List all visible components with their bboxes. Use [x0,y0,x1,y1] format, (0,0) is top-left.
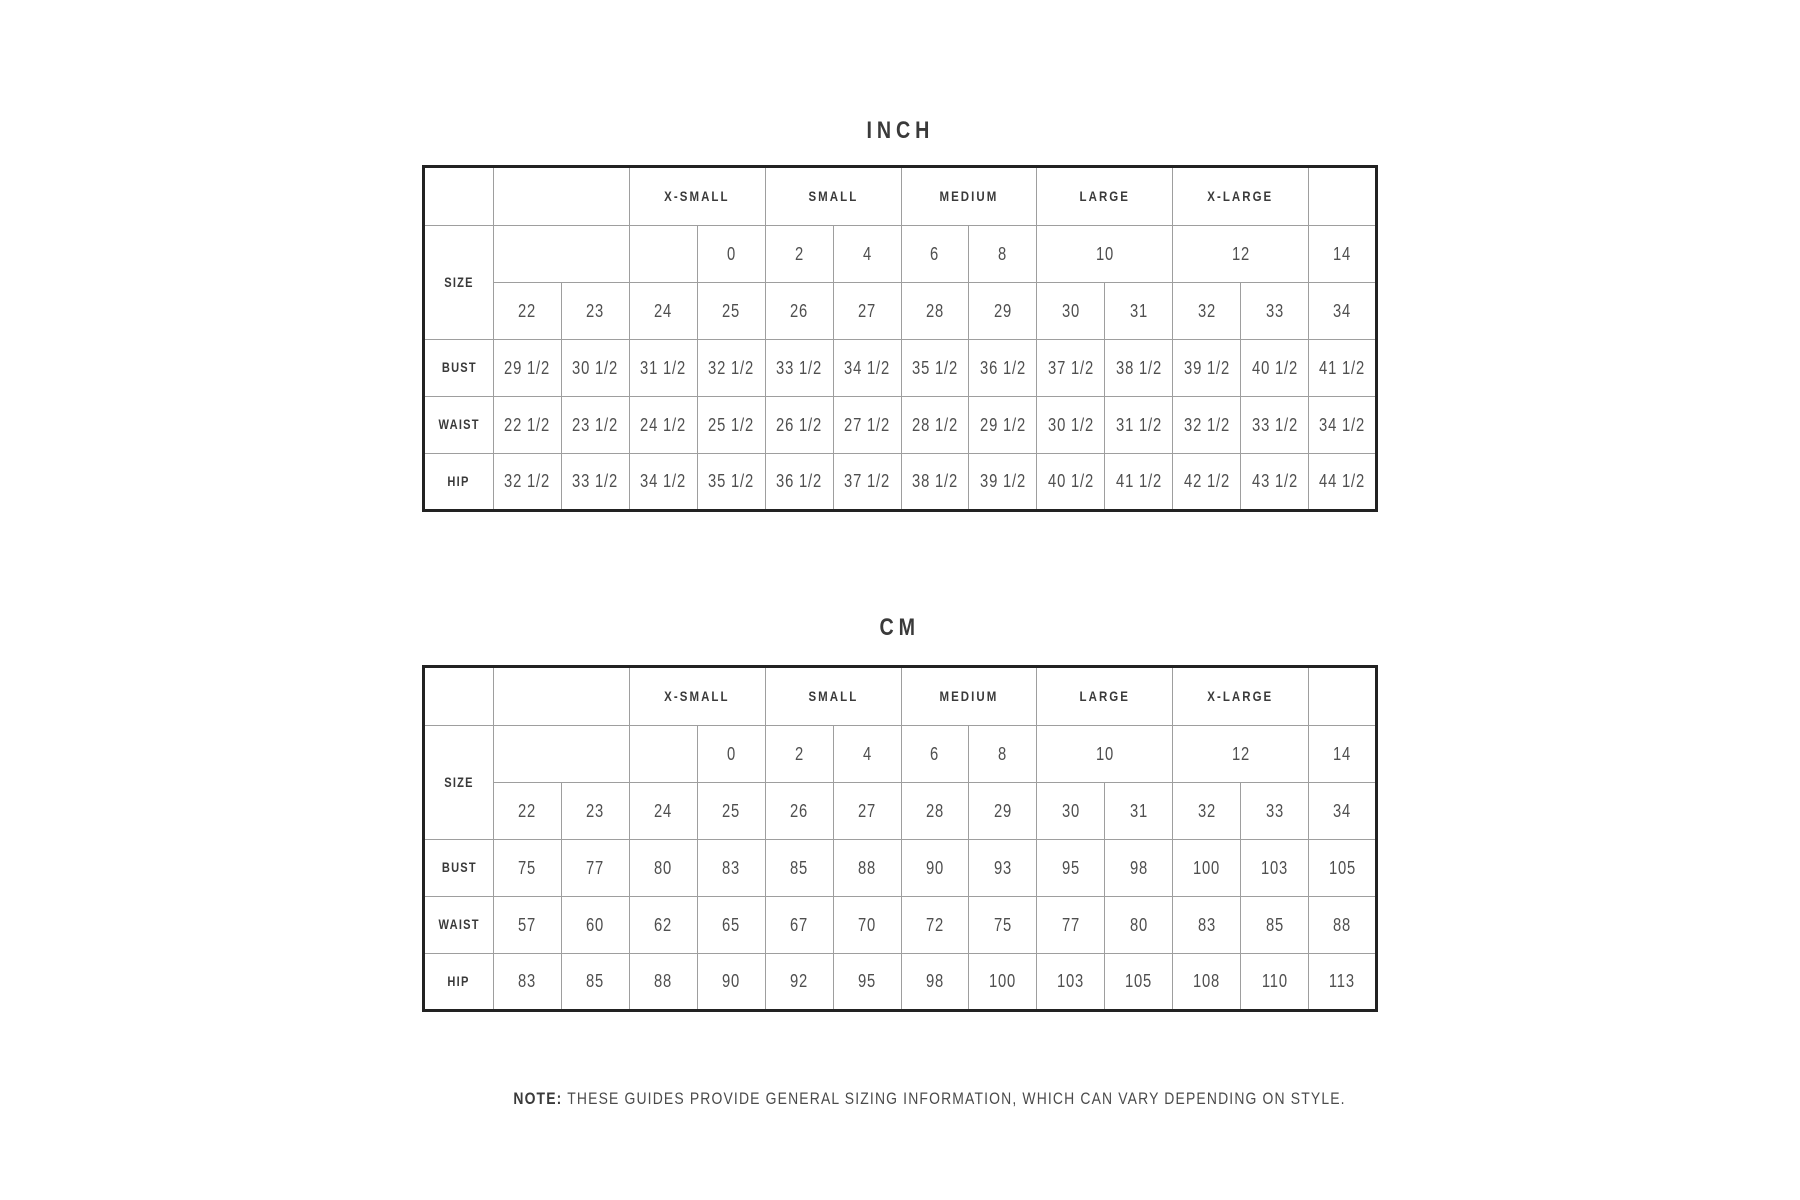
measurement-row-label [424,954,494,1011]
size-row-label [424,726,494,840]
numeric-size-empty [629,726,697,783]
size-cell [969,283,1037,340]
measurement-cell [1241,454,1309,511]
measurement-cell-text: 88 [858,857,877,878]
measurement-cell [629,897,697,954]
size-cell-text: 25 [722,800,741,821]
size-cell [1105,783,1173,840]
size-group-header [1173,167,1309,226]
measurement-cell-text: 77 [1061,914,1080,935]
size-cell [833,283,901,340]
measurement-cell-text: 37 1/2 [844,471,891,491]
numeric-size-cell-text: 12 [1231,243,1250,264]
size-cell [765,283,833,340]
measurement-cell [765,954,833,1011]
measurement-cell-text: 44 1/2 [1319,471,1366,491]
measurement-cell [833,897,901,954]
numeric-size-cell [1173,226,1309,283]
numeric-size-cell [697,226,765,283]
numeric-size-cell [765,226,833,283]
measurement-cell [561,454,629,511]
measurement-cell-text: 93 [993,857,1012,878]
measurement-cell [697,954,765,1011]
numeric-size-cell-text: 8 [998,743,1008,764]
measurement-row-label [424,397,494,454]
measurement-cell-text: 85 [790,857,809,878]
measurement-cell [1105,840,1173,897]
measurement-cell-text: 40 1/2 [1047,471,1094,491]
size-group-header-text: X-LARGE [1207,187,1274,204]
measurement-cell-text: 85 [1265,914,1284,935]
measurement-cell-text: 90 [925,857,945,878]
size-cell-text: 34 [1332,300,1352,321]
measurement-cell-text: 110 [1261,971,1288,991]
measurement-cell-text: 98 [925,971,945,991]
numeric-size-cell-text: 6 [930,743,940,764]
size-cell-text: 34 [1332,800,1352,821]
measurement-cell [697,840,765,897]
measurement-cell [1037,840,1105,897]
measurement-cell-text: 100 [989,971,1017,991]
numeric-size-cell-text: 4 [862,243,872,264]
measurement-cell [969,397,1037,454]
measurement-cell-text: 32 1/2 [1183,414,1230,435]
measurement-cell-text: 23 1/2 [572,414,619,435]
size-cell-text: 31 [1129,800,1148,821]
measurement-cell-text: 83 [1197,914,1216,935]
measurement-cell-text: 26 1/2 [776,414,823,435]
numeric-size-cell [901,726,969,783]
size-cell-text: 28 [925,800,945,821]
measurement-cell [1037,454,1105,511]
measurement-cell-text: 22 1/2 [504,414,551,435]
size-cell [1241,283,1309,340]
numeric-size-empty [629,226,697,283]
measurement-cell-text: 31 1/2 [640,357,687,378]
measurement-cell-text: 41 1/2 [1115,471,1162,491]
numeric-size-cell [969,226,1037,283]
numeric-size-cell [697,726,765,783]
size-row-label [424,226,494,340]
size-cell [1173,283,1241,340]
measurement-cell-text: 35 1/2 [912,357,958,378]
measurement-cell-text: 38 1/2 [1115,357,1162,378]
sizing-note-text [513,1088,1345,1110]
measurement-cell-text: 62 [654,914,673,935]
size-group-header [1037,167,1173,226]
size-group-header [1173,667,1309,726]
measurement-cell-text: 34 1/2 [640,471,687,491]
measurement-cell [629,340,697,397]
measurement-cell [833,954,901,1011]
measurement-cell [629,954,697,1011]
size-cell [697,783,765,840]
measurement-cell [494,340,562,397]
measurement-cell-text: 31 1/2 [1115,414,1162,435]
measurement-row-label-text: WAIST [438,917,480,932]
size-group-header [901,167,1037,226]
size-cell [561,783,629,840]
measurement-cell-text: 33 1/2 [1251,414,1298,435]
size-cell-text: 26 [790,800,809,821]
measurement-cell [765,897,833,954]
numeric-size-cell [833,726,901,783]
size-group-header-text: SMALL [808,187,859,204]
numeric-size-cell [765,726,833,783]
measurement-cell [1173,397,1241,454]
cm-table-title [422,613,1378,643]
size-cell [629,783,697,840]
measurement-row-label-text: HIP [447,973,471,989]
size-group-header [765,167,901,226]
measurement-cell [901,840,969,897]
size-cell [833,783,901,840]
measurement-cell-text: 92 [790,971,809,991]
size-group-header-text: X-SMALL [664,687,730,704]
measurement-cell-text: 24 1/2 [640,414,687,435]
measurement-cell-text: 34 1/2 [1319,414,1366,435]
size-cell-text: 23 [586,300,605,321]
numeric-size-cell-text: 0 [726,243,736,264]
size-group-header-text: SMALL [808,687,859,704]
numeric-size-empty [494,726,630,783]
inch-table-title [422,116,1378,146]
size-cell-text: 27 [858,300,877,321]
measurement-cell-text: 113 [1329,971,1356,991]
measurement-cell [494,954,562,1011]
measurement-cell-text: 38 1/2 [912,471,958,491]
measurement-cell [561,840,629,897]
measurement-cell [969,840,1037,897]
measurement-row-label-text: WAIST [438,417,480,432]
measurement-cell-text: 42 1/2 [1183,471,1230,491]
measurement-cell [1173,840,1241,897]
size-cell-text: 29 [993,300,1012,321]
measurement-cell [1105,340,1173,397]
numeric-size-cell [833,226,901,283]
numeric-size-cell-text: 4 [862,743,872,764]
measurement-cell [1309,954,1377,1011]
measurement-row-label [424,897,494,954]
measurement-cell [1309,840,1377,897]
measurement-cell [765,840,833,897]
size-group-header-text: LARGE [1079,687,1131,704]
measurement-cell [561,954,629,1011]
corner-cell [424,167,494,226]
measurement-cell [629,454,697,511]
size-cell [494,283,562,340]
numeric-size-cell-text: 6 [930,243,940,264]
measurement-cell [1105,897,1173,954]
measurement-cell-text: 29 1/2 [979,414,1026,435]
size-cell-text: 30 [1061,800,1080,821]
measurement-cell-text: 39 1/2 [979,471,1026,491]
size-group-header-text: LARGE [1079,187,1131,204]
size-cell [1173,783,1241,840]
numeric-size-cell-text: 2 [794,243,804,264]
inch-size-table [422,165,1378,512]
measurement-cell [1241,340,1309,397]
size-cell-text: 24 [654,800,673,821]
size-cell-text: 32 [1197,300,1216,321]
size-group-empty [494,667,630,726]
measurement-cell [1309,897,1377,954]
size-group-header-text: MEDIUM [939,187,999,204]
size-cell-text: 33 [1265,800,1284,821]
measurement-cell [765,340,833,397]
measurement-cell [1037,954,1105,1011]
measurement-cell-text: 85 [586,971,605,991]
measurement-cell [1037,340,1105,397]
measurement-cell-text: 72 [925,914,945,935]
numeric-size-cell [901,226,969,283]
size-cell [765,783,833,840]
size-cell-text: 23 [586,800,605,821]
size-group-header [629,667,765,726]
measurement-cell [901,954,969,1011]
measurement-cell-text: 30 1/2 [572,357,619,378]
size-row-label-text: SIZE [444,274,474,290]
measurement-cell-text: 77 [586,857,605,878]
corner-cell [424,667,494,726]
numeric-size-cell [1037,726,1173,783]
size-cell [1241,783,1309,840]
measurement-cell-text: 43 1/2 [1251,471,1298,491]
size-cell [494,783,562,840]
size-cell-text: 25 [722,300,741,321]
measurement-cell-text: 39 1/2 [1183,357,1230,378]
measurement-cell [1105,397,1173,454]
measurement-cell [1173,454,1241,511]
size-cell-text: 22 [518,300,537,321]
measurement-cell-text: 25 1/2 [708,414,755,435]
size-cell [901,283,969,340]
size-cell-text: 30 [1061,300,1080,321]
measurement-row-label [424,840,494,897]
measurement-cell-text: 30 1/2 [1047,414,1094,435]
measurement-cell [1173,954,1241,1011]
size-group-header [901,667,1037,726]
measurement-cell [833,397,901,454]
measurement-cell-text: 35 1/2 [708,471,755,491]
numeric-size-cell-text: 12 [1231,743,1250,764]
measurement-cell-text: 105 [1125,971,1153,991]
size-group-header [629,167,765,226]
numeric-size-cell [1173,726,1309,783]
size-group-header-text: MEDIUM [939,687,999,704]
cm-table-title-text: CM [879,614,921,641]
measurement-cell-text: 83 [722,857,741,878]
measurement-cell-text: 75 [993,914,1012,935]
measurement-cell [1037,897,1105,954]
size-group-empty [1309,167,1377,226]
measurement-cell [1241,397,1309,454]
size-group-header-text: X-SMALL [664,187,730,204]
measurement-cell-text: 34 1/2 [844,357,891,378]
measurement-cell [969,340,1037,397]
measurement-cell [629,397,697,454]
measurement-cell [561,340,629,397]
measurement-cell-text: 95 [1061,857,1080,878]
measurement-cell-text: 57 [518,914,537,935]
measurement-cell-text: 33 1/2 [572,471,619,491]
measurement-row-label-text: BUST [441,360,477,375]
measurement-cell-text: 40 1/2 [1251,357,1298,378]
measurement-cell-text: 90 [722,971,741,991]
measurement-cell [901,397,969,454]
measurement-cell [1309,340,1377,397]
size-cell-text: 27 [858,800,877,821]
measurement-row-label [424,340,494,397]
numeric-size-cell-text: 10 [1095,743,1114,764]
measurement-cell [1037,397,1105,454]
size-group-header [1037,667,1173,726]
measurement-cell [901,897,969,954]
measurement-cell-text: 67 [790,914,809,935]
measurement-cell [561,897,629,954]
numeric-size-cell [969,726,1037,783]
measurement-row-label-text: HIP [447,473,471,489]
measurement-cell-text: 36 1/2 [776,471,823,491]
size-cell-text: 32 [1197,800,1216,821]
measurement-row-label-text: BUST [441,860,477,875]
sizing-note [422,1088,1378,1110]
measurement-cell [969,897,1037,954]
cm-size-table [422,665,1378,1012]
measurement-cell [901,340,969,397]
measurement-cell-text: 95 [858,971,877,991]
measurement-cell-text: 80 [1129,914,1148,935]
measurement-cell-text: 98 [1129,857,1148,878]
numeric-size-cell [1037,226,1173,283]
measurement-cell-text: 36 1/2 [979,357,1026,378]
measurement-cell [494,454,562,511]
inch-table-title-text: INCH [866,117,934,144]
measurement-cell [1309,397,1377,454]
numeric-size-cell [1309,226,1377,283]
size-group-empty [1309,667,1377,726]
measurement-cell [629,840,697,897]
measurement-cell-text: 88 [1332,914,1352,935]
measurement-cell-text: 103 [1057,971,1085,991]
measurement-cell-text: 80 [654,857,673,878]
numeric-size-cell-text: 0 [726,743,736,764]
size-guide-page [422,0,1378,1110]
measurement-cell [1173,340,1241,397]
measurement-cell [833,840,901,897]
size-cell-text: 29 [993,800,1012,821]
size-cell-text: 22 [518,800,537,821]
sizing-note-body: THESE GUIDES PROVIDE GENERAL SIZING INFORMATION, WHICH CAN VARY DEPENDING ON STYLE. [567,1089,1346,1108]
measurement-cell [494,840,562,897]
size-cell-text: 31 [1129,300,1148,321]
measurement-row-label [424,454,494,511]
size-cell [1037,783,1105,840]
size-cell [629,283,697,340]
measurement-cell [561,397,629,454]
numeric-size-cell-text: 10 [1095,243,1114,264]
measurement-cell-text: 32 1/2 [504,471,551,491]
numeric-size-cell-text: 8 [998,243,1008,264]
size-cell-text: 24 [654,300,673,321]
numeric-size-cell-text: 14 [1332,743,1352,764]
size-cell [1309,283,1377,340]
measurement-cell-text: 65 [722,914,741,935]
measurement-cell-text: 37 1/2 [1047,357,1094,378]
sizing-note-label: NOTE: [513,1089,563,1108]
size-cell [561,283,629,340]
size-cell-text: 26 [790,300,809,321]
measurement-cell-text: 32 1/2 [708,357,755,378]
measurement-cell [697,897,765,954]
measurement-cell [1105,954,1173,1011]
measurement-cell [494,397,562,454]
measurement-cell [697,340,765,397]
measurement-cell-text: 41 1/2 [1319,357,1366,378]
measurement-cell-text: 33 1/2 [776,357,823,378]
measurement-cell-text: 75 [518,857,537,878]
size-cell [1105,283,1173,340]
numeric-size-cell-text: 2 [794,743,804,764]
measurement-cell [969,954,1037,1011]
measurement-cell [833,454,901,511]
size-cell [697,283,765,340]
measurement-cell-text: 83 [518,971,537,991]
measurement-cell [969,454,1037,511]
size-group-empty [494,167,630,226]
measurement-cell [1241,954,1309,1011]
measurement-cell [833,340,901,397]
size-row-label-text: SIZE [444,774,474,790]
numeric-size-cell [1309,726,1377,783]
measurement-cell [765,454,833,511]
measurement-cell [1241,840,1309,897]
measurement-cell-text: 108 [1193,971,1221,991]
measurement-cell-text: 60 [586,914,605,935]
size-group-header-text: X-LARGE [1207,687,1274,704]
size-cell-text: 28 [925,300,945,321]
measurement-cell [1241,897,1309,954]
measurement-cell [765,397,833,454]
measurement-cell-text: 70 [858,914,877,935]
size-cell-text: 33 [1265,300,1284,321]
measurement-cell [1173,897,1241,954]
measurement-cell [697,397,765,454]
measurement-cell [1105,454,1173,511]
measurement-cell-text: 88 [654,971,673,991]
numeric-size-empty [494,226,630,283]
size-cell [901,783,969,840]
measurement-cell [901,454,969,511]
size-cell [1309,783,1377,840]
size-cell [969,783,1037,840]
measurement-cell [494,897,562,954]
measurement-cell-text: 27 1/2 [844,414,891,435]
measurement-cell-text: 29 1/2 [504,357,551,378]
size-group-header [765,667,901,726]
measurement-cell [1309,454,1377,511]
numeric-size-cell-text: 14 [1332,243,1352,264]
measurement-cell-text: 103 [1261,857,1289,878]
measurement-cell-text: 28 1/2 [912,414,958,435]
measurement-cell-text: 105 [1328,857,1356,878]
measurement-cell [697,454,765,511]
size-cell [1037,283,1105,340]
measurement-cell-text: 100 [1193,857,1221,878]
